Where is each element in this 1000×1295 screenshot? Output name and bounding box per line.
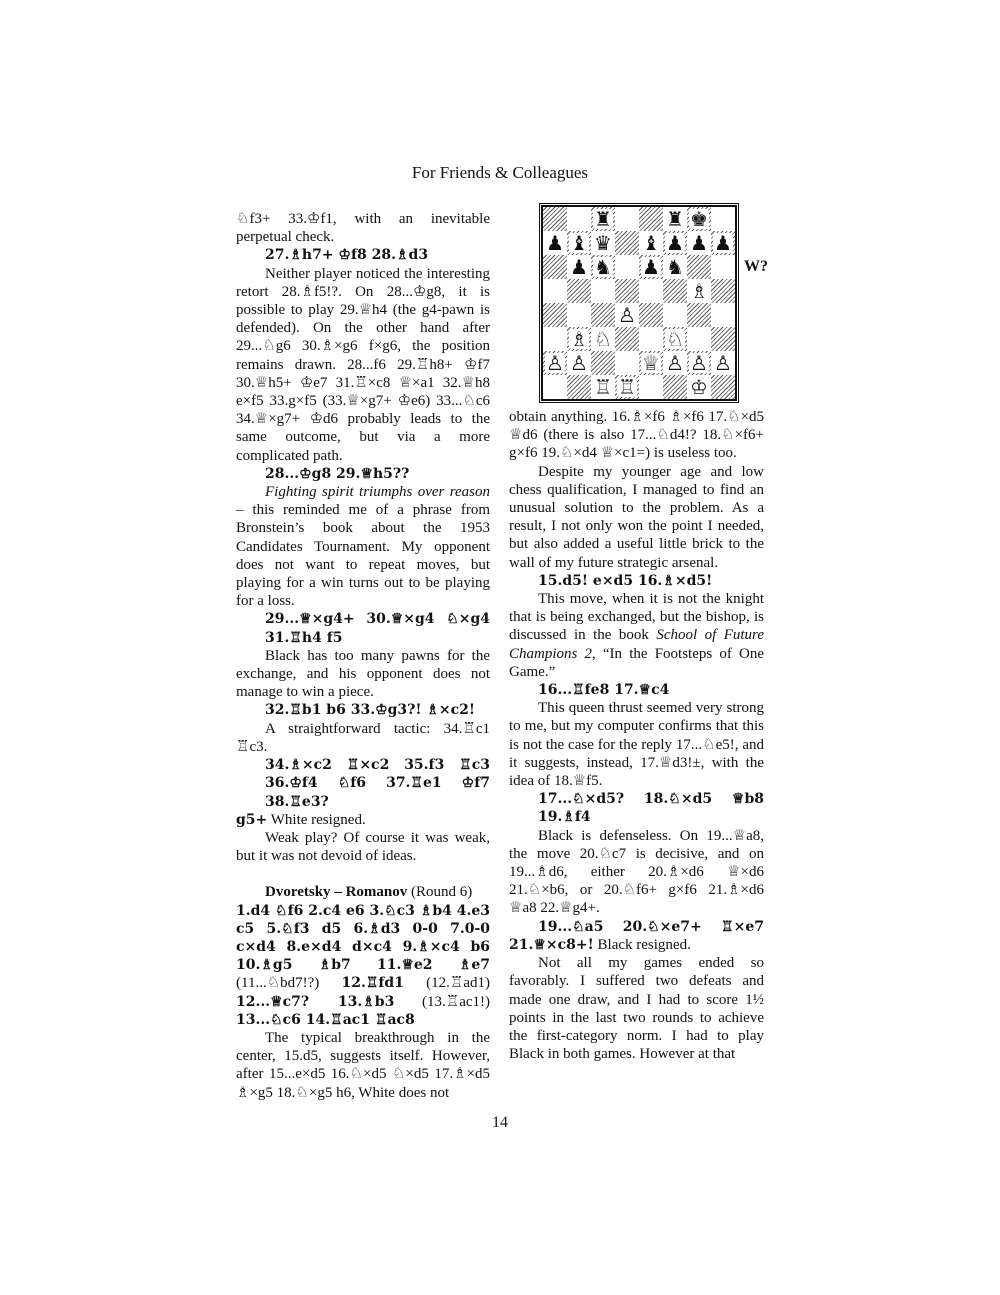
- chess-diagram: [541, 205, 737, 401]
- board-square-g4: [687, 303, 711, 327]
- white-player: Dvoretsky: [265, 884, 331, 901]
- paragraph: [509, 590, 764, 681]
- chess-piece-h2: ♙: [714, 351, 732, 375]
- chess-piece-e7: ♝: [642, 231, 660, 255]
- board-square-f2: [663, 351, 687, 375]
- board-square-e3: [639, 327, 663, 351]
- board-square-h5: [711, 279, 735, 303]
- move-line: 29...♕×g4+ 30.♕×g4 ♘×g4 31.♖h4 f5: [265, 611, 490, 646]
- board-square-c5: [591, 279, 615, 303]
- board-square-e8: [639, 207, 663, 231]
- board-square-f1: [663, 375, 687, 399]
- paragraph: [509, 918, 764, 954]
- variation-text: (11...♘bd7!?): [236, 975, 342, 992]
- variation-text: (12.♖ad1): [403, 975, 490, 992]
- board-square-g8: [687, 207, 711, 231]
- board-square-g1: [687, 375, 711, 399]
- board-square-a5: [543, 279, 567, 303]
- game-moves: [236, 902, 490, 1029]
- book-title: School of Future Champions 2: [509, 627, 764, 662]
- chess-piece-f3: ♘: [666, 327, 684, 351]
- chess-piece-e6: ♟: [642, 255, 660, 279]
- board-square-g2: [687, 351, 711, 375]
- board-square-b4: [567, 303, 591, 327]
- left-column: [236, 210, 490, 1102]
- board-square-e1: [639, 375, 663, 399]
- board-square-e4: [639, 303, 663, 327]
- right-column: [509, 408, 764, 1063]
- board-square-d2: [615, 351, 639, 375]
- paragraph: This queen thrust seemed very strong to me, but my computer confirms that this is not the case for the reply 17...♘e5!, and it suggests, instead, 17.♕d3!±, with the idea of 18.♕f5.: [509, 700, 764, 790]
- board-square-b2: [567, 351, 591, 375]
- paragraph-text: – this reminded me of a phrase from Bronstein’s book about the 1953 Candidates Tournament. My opponent does not want to repeat moves, but playing for a win turns out to be playing for a loss.: [236, 502, 490, 610]
- board-square-d7: [615, 231, 639, 255]
- board-square-d8: [615, 207, 639, 231]
- move-line: 16...♖fe8 17.♕c4: [538, 682, 670, 699]
- board-square-f8: [663, 207, 687, 231]
- chess-piece-c8: ♜: [594, 207, 612, 231]
- board-square-a7: [543, 231, 567, 255]
- black-player: Romanov: [345, 884, 408, 901]
- board-square-h7: [711, 231, 735, 255]
- board-square-h3: [711, 327, 735, 351]
- board-square-h8: [711, 207, 735, 231]
- paragraph: ♘f3+ 33.♔f1, with an inevitable perpetual check.: [236, 211, 490, 246]
- board-square-d3: [615, 327, 639, 351]
- board-square-b7: [567, 231, 591, 255]
- board-square-d1: [615, 375, 639, 399]
- paragraph-text: Black resigned.: [593, 936, 691, 953]
- board-square-b3: [567, 327, 591, 351]
- board-square-d5: [615, 279, 639, 303]
- board-square-a2: [543, 351, 567, 375]
- paragraph: Not all my games ended so favorably. I suffered two defeats and made one draw, and I had to score 1½ points in the last two rounds to achieve the first-category norm. I had to play Black in both games. However at that: [509, 955, 764, 1063]
- board-square-a1: [543, 375, 567, 399]
- chess-piece-d1: ♖: [618, 375, 636, 399]
- board-square-f7: [663, 231, 687, 255]
- paragraph: Black has too many pawns for the exchange, and his opponent does not manage to win a piece.: [236, 647, 490, 701]
- paragraph: A straightforward tactic: 34.♖c1 ♖c3.: [236, 720, 490, 755]
- paragraph-text: White resigned.: [267, 811, 366, 828]
- chess-piece-g5: ♗: [690, 279, 708, 303]
- board-square-g7: [687, 231, 711, 255]
- chess-piece-d4: ♙: [618, 303, 636, 327]
- move-line: 17...♘×d5? 18.♘×d5 ♕b8 19.♗f4: [538, 791, 764, 826]
- board-square-g6: [687, 255, 711, 279]
- move-text: 12...♕c7? 13.♗b3: [236, 993, 395, 1010]
- paragraph-text: , “In the Footsteps of One Game.”: [509, 645, 764, 680]
- chess-piece-b2: ♙: [570, 351, 588, 375]
- board-square-c6: [591, 255, 615, 279]
- board-square-g5: [687, 279, 711, 303]
- board-square-b6: [567, 255, 591, 279]
- board-square-h1: [711, 375, 735, 399]
- paragraph: [236, 483, 490, 610]
- variation-text: (13.♖ac1!): [394, 993, 490, 1010]
- board-square-e6: [639, 255, 663, 279]
- chess-piece-c3: ♘: [594, 327, 612, 351]
- chess-piece-e2: ♕: [642, 351, 660, 375]
- board-square-c2: [591, 351, 615, 375]
- chess-piece-g1: ♔: [690, 375, 708, 399]
- move-line: 27.♗h7+ ♔f8 28.♗d3: [265, 247, 429, 264]
- board-square-h2: [711, 351, 735, 375]
- board-square-e7: [639, 231, 663, 255]
- board-square-g3: [687, 327, 711, 351]
- paragraph: obtain anything. 16.♗×f6 ♗×f6 17.♘×d5 ♕d6 (there is also 17...♘d4!? 18.♘×f6+ g×f6 19.♘×d4 ♕×c1=) is useless too.: [509, 409, 764, 462]
- quoted-phrase: Fighting spirit triumphs over reason: [265, 484, 490, 501]
- board-square-d4: [615, 303, 639, 327]
- paragraph: Despite my younger age and low chess qualification, I managed to find an unusual solution to the problem. As a result, I not only won the point I needed, but also added a useful little brick to the wall of my future strategic arsenal.: [509, 463, 764, 571]
- paragraph-text: This move, when it is not the knight that is being exchanged, but the bishop, is discussed in the book: [509, 591, 764, 644]
- board-square-h6: [711, 255, 735, 279]
- board-square-a8: [543, 207, 567, 231]
- paragraph: The typical breakthrough in the center, 15.d5, suggests itself. However, after 15...e×d5 16.♘×d5 ♘×d5 17.♗×d5 ♗×g5 18.♘×g5 h6, White does not: [236, 1029, 490, 1101]
- move-line: 28...♔g8 29.♕h5??: [265, 465, 410, 482]
- board-square-a4: [543, 303, 567, 327]
- side-to-move-label: W?: [744, 258, 768, 275]
- board-square-c3: [591, 327, 615, 351]
- chess-piece-g7: ♟: [690, 231, 708, 255]
- chess-piece-f2: ♙: [666, 351, 684, 375]
- board-square-a6: [543, 255, 567, 279]
- move-line: 34.♗×c2 ♖×c2 35.f3 ♖c3 36.♔f4 ♘f6 37.♖e1 ♔f7 38.♖e3?: [265, 757, 490, 810]
- chess-piece-a2: ♙: [546, 351, 564, 375]
- board-square-c8: [591, 207, 615, 231]
- board-square-f6: [663, 255, 687, 279]
- chess-piece-b7: ♝: [570, 231, 588, 255]
- move-text: 12.♖fd1: [341, 975, 404, 992]
- chess-piece-a7: ♟: [546, 231, 564, 255]
- running-header: For Friends & Colleagues: [411, 163, 589, 182]
- move-text: 1.d4 ♘f6 2.c4 e6 3.♘c3 ♗b4 4.e3 c5 5.♘f3 d5 6.♗d3 0-0 7.0-0 c×d4 8.e×d4 d×c4 9.♗×c4 b6 10.♗g5 ♗b7 11.♕e2 ♗e7: [236, 902, 491, 974]
- board-square-e2: [639, 351, 663, 375]
- board-square-h4: [711, 303, 735, 327]
- board-square-a3: [543, 327, 567, 351]
- board-square-c7: [591, 231, 615, 255]
- board-square-f3: [663, 327, 687, 351]
- chess-piece-h7: ♟: [714, 231, 732, 255]
- move-text: 19...♘a5 20.♘×e7+ ♖×e7 21.♕×c8+!: [509, 918, 764, 953]
- board-square-f5: [663, 279, 687, 303]
- chess-piece-c6: ♞: [594, 255, 612, 279]
- chess-piece-g2: ♙: [690, 351, 708, 375]
- move-line: 32.♖b1 b6 33.♔g3?! ♗×c2!: [265, 702, 476, 719]
- board-square-b5: [567, 279, 591, 303]
- board-square-c1: [591, 375, 615, 399]
- board-square-e5: [639, 279, 663, 303]
- chess-piece-f7: ♟: [666, 231, 684, 255]
- chess-piece-g8: ♚: [690, 207, 708, 231]
- chess-piece-b3: ♗: [570, 327, 588, 351]
- chess-piece-f8: ♜: [666, 207, 684, 231]
- page-number: 14: [492, 1114, 508, 1131]
- move-text: 13...♘c6 14.♖ac1 ♖ac8: [236, 1011, 415, 1028]
- chess-piece-c7: ♛: [594, 231, 612, 255]
- paragraph: [236, 811, 490, 829]
- move-line: 15.d5! e×d5 16.♗×d5!: [538, 572, 713, 589]
- paragraph: Weak play? Of course it was weak, but it was not devoid of ideas.: [236, 829, 490, 865]
- paragraph: Neither player noticed the interesting retort 28.♗f5!?. On 28...♔g8, it is possible to play 29.♕h4 (the g4-pawn is defended). On the other hand after 29...♘g6 30.♗×g6 f×g6, the position remains drawn. 28...f6 29.♖h8+ ♔f7 30.♕h5+ ♔e7 31.♖×c8 ♕×a1 32.♕h8 e×f5 33.g×f5 (33.♕×g7+ ♔e6) 33...♘c6 34.♕×g7+ ♔d6 probably leads to the same outcome, but via a more complicated path.: [236, 265, 490, 464]
- board-square-c4: [591, 303, 615, 327]
- board-square-f4: [663, 303, 687, 327]
- chess-board: [543, 207, 735, 399]
- paragraph: Black is defenseless. On 19...♕a8, the move 20.♘c7 is decisive, and on 19...♗d6, either 20.♗×d6 ♕×d6 21.♘×b6, or 20.♘f6+ g×f6 21.♗×d6 ♕a8 22.♕g4+.: [509, 827, 764, 917]
- board-square-b8: [567, 207, 591, 231]
- chess-piece-b6: ♟: [570, 255, 588, 279]
- dash: –: [330, 884, 346, 901]
- chess-piece-f6: ♞: [666, 255, 684, 279]
- game-header: [236, 883, 490, 901]
- move-text: g5+: [236, 811, 268, 828]
- board-square-b1: [567, 375, 591, 399]
- chess-piece-c1: ♖: [594, 375, 612, 399]
- round-info: (Round 6): [407, 884, 473, 901]
- board-square-d6: [615, 255, 639, 279]
